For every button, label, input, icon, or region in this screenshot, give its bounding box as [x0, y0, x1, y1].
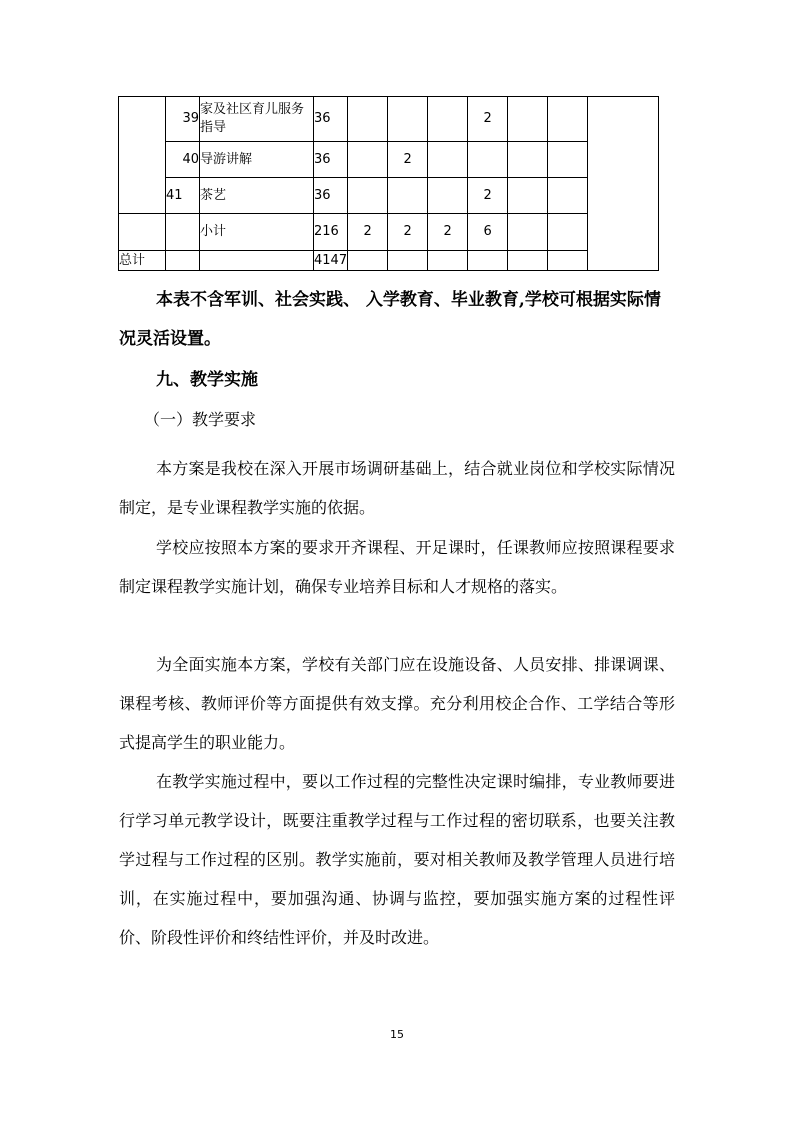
semester-cell: 2	[388, 142, 428, 178]
empty-cell	[548, 142, 588, 178]
paragraph: 学校应按照本方案的要求开齐课程、开足课时，任课教师应按照课程要求制定课程教学实施计划，确保专业培养目标和人才规格的落实。	[119, 538, 675, 596]
empty-cell	[428, 251, 468, 271]
remarks-cell	[588, 97, 659, 271]
course-hours: 36	[314, 178, 348, 214]
semester-cell	[348, 178, 388, 214]
page-number: 15	[390, 1028, 404, 1041]
empty-cell	[508, 142, 548, 178]
semester-cell	[348, 97, 388, 142]
course-hours-table	[118, 96, 659, 271]
semester-cell	[428, 142, 468, 178]
empty-cell	[548, 178, 588, 214]
course-hours: 36	[314, 97, 348, 142]
table-row	[119, 178, 659, 214]
semester-cell: 2	[428, 214, 468, 251]
semester-cell: 6	[468, 214, 508, 251]
subtotal-hours: 216	[314, 214, 348, 251]
semester-cell	[388, 178, 428, 214]
course-hours: 36	[314, 142, 348, 178]
row-number: 41	[166, 178, 200, 214]
empty-cell	[548, 251, 588, 271]
empty-cell	[548, 214, 588, 251]
semester-cell	[468, 142, 508, 178]
course-name: 家及社区育儿服务指导	[200, 97, 314, 142]
paragraph: 为全面实施本方案，学校有关部门应在设施设备、人员安排、排课调课、课程考核、教师评价等方面提供有效支撑。充分利用校企合作、工学结合等形式提高学生的职业能力。	[119, 655, 675, 752]
empty-cell	[508, 97, 548, 142]
empty-cell	[200, 251, 314, 271]
total-row	[119, 251, 659, 271]
course-name: 导游讲解	[200, 142, 314, 178]
empty-cell	[468, 251, 508, 271]
table-note: 本表不含军训、社会实践、 入学教育、毕业教育,学校可根据实际情况灵活设置。	[119, 290, 661, 349]
table-row	[119, 97, 659, 142]
subtotal-label: 小计	[200, 214, 314, 251]
paragraph: 本方案是我校在深入开展市场调研基础上，结合就业岗位和学校实际情况制定，是专业课程教学实施的依据。	[119, 459, 675, 517]
row-number: 40	[166, 142, 200, 178]
semester-cell: 2	[468, 178, 508, 214]
semester-cell	[348, 142, 388, 178]
empty-cell	[348, 251, 388, 271]
course-name: 茶艺	[200, 178, 314, 214]
semester-cell	[428, 178, 468, 214]
semester-cell: 2	[468, 97, 508, 142]
subtotal-row	[119, 214, 659, 251]
empty-cell	[508, 214, 548, 251]
empty-cell	[388, 251, 428, 271]
empty-cell	[119, 214, 166, 251]
table-row	[119, 142, 659, 178]
total-hours: 4147	[314, 251, 348, 271]
empty-cell	[166, 214, 200, 251]
section-heading: 九、教学实施	[156, 370, 258, 390]
paragraph: 在教学实施过程中，要以工作过程的完整性决定课时编排，专业教师要进行学习单元教学设计，既要注重教学过程与工作过程的密切联系，也要关注教学过程与工作过程的区别。教学实施前，要对相关教师及教学管理人员进行培训，在实施过程中，要加强沟通、协调与监控，要加强实施方案的过程性评价、阶段性评价和终结性评价，并及时改进。	[119, 772, 675, 947]
semester-cell: 2	[348, 214, 388, 251]
empty-cell	[548, 97, 588, 142]
empty-cell	[508, 251, 548, 271]
empty-cell	[508, 178, 548, 214]
semester-cell	[388, 97, 428, 142]
category-cell	[119, 97, 166, 214]
empty-cell	[166, 251, 200, 271]
semester-cell: 2	[388, 214, 428, 251]
row-number: 39	[166, 97, 200, 142]
sub-heading: （一）教学要求	[144, 410, 257, 429]
total-label: 总计	[119, 251, 166, 271]
semester-cell	[428, 97, 468, 142]
